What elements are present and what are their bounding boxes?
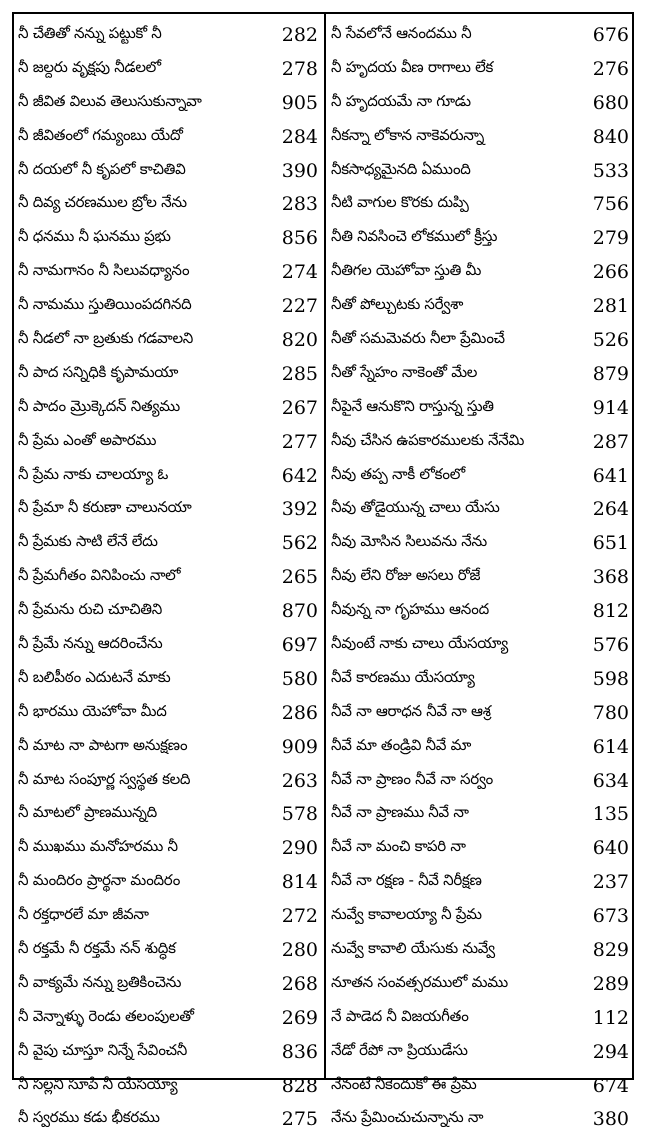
song-title: నీ చేతితో నన్ను పట్టుకో నీ (18, 24, 272, 46)
index-row (331, 797, 629, 831)
song-title: నీ భారము యెహోవా మీద (18, 702, 272, 724)
song-title: నీకన్నా లోకాన నాకెవరున్నా (331, 126, 583, 148)
song-number: 285 (272, 363, 318, 385)
song-number: 278 (272, 58, 318, 80)
index-row (18, 662, 318, 696)
song-number: 840 (583, 126, 629, 148)
song-title: నీతిగల యెహోవా స్తుతి మీ (331, 261, 583, 283)
song-title: నీ ప్రేమా నీ కరుణా చాలునయా (18, 498, 272, 520)
song-title: నీవు చేసిన ఉపకారములకు నేనేమి (331, 431, 583, 453)
index-row (18, 86, 318, 120)
song-number: 287 (583, 431, 629, 453)
song-number: 905 (272, 92, 318, 114)
song-number: 268 (272, 973, 318, 995)
song-number: 856 (272, 227, 318, 249)
song-number: 266 (583, 261, 629, 283)
index-row (18, 967, 318, 1001)
song-number: 283 (272, 193, 318, 215)
song-number: 641 (583, 465, 629, 487)
song-number: 267 (272, 397, 318, 419)
song-title: నీ హృదయమే నా గూడు (331, 92, 583, 114)
index-row (331, 628, 629, 662)
index-row (331, 1035, 629, 1069)
index-row (18, 18, 318, 52)
song-title: నీవున్న నా గృహము ఆనంద (331, 600, 583, 622)
song-number: 673 (583, 905, 629, 927)
index-row (331, 221, 629, 255)
index-row (331, 86, 629, 120)
song-title: నువ్వే కావాలి యేసుకు నువ్వే (331, 939, 583, 961)
song-number: 651 (583, 532, 629, 554)
song-title: నీపైనే ఆనుకొని రాస్తున్న స్తుతి (331, 397, 583, 419)
index-row (18, 154, 318, 188)
song-title: నీ ప్రేమను రుచి చూచితిని (18, 600, 272, 622)
index-row (18, 1103, 318, 1136)
song-title: నీ వైపు చూస్తూ నిన్నే సేవించనీ (18, 1041, 272, 1063)
index-row (18, 289, 318, 323)
index-row (18, 492, 318, 526)
song-number: 914 (583, 397, 629, 419)
song-title: నీ దివ్య చరణముల బ్రోల నేను (18, 193, 272, 215)
index-row (331, 899, 629, 933)
song-title: నీ జల్దరు వృక్షపు నీడలలో (18, 58, 272, 80)
index-row (331, 696, 629, 730)
song-title: నీ ధనము నీ ఘనము ప్రభు (18, 227, 272, 249)
song-title: నీవు తోడైయున్న చాలు యేసు (331, 498, 583, 520)
index-row (18, 391, 318, 425)
song-number: 562 (272, 532, 318, 554)
song-number: 264 (583, 498, 629, 520)
song-number: 269 (272, 1007, 318, 1029)
index-row (331, 425, 629, 459)
song-number: 642 (272, 465, 318, 487)
song-title: నీ జీవితంలో గమ్యంబు యేదో (18, 126, 272, 148)
song-title: నీ నామగానం నీ సిలువధ్యానం (18, 261, 272, 283)
index-row (331, 357, 629, 391)
song-title: నీతి నివసించె లోకములో క్రీస్తు (331, 227, 583, 249)
index-row (18, 425, 318, 459)
song-title: నీ ముఖము మనోహరము నీ (18, 837, 272, 859)
song-number: 814 (272, 871, 318, 893)
song-title: నీటి వాగుల కొరకు దుప్పి (331, 193, 583, 215)
song-title: నీవే నా మంచి కాపరి నా (331, 837, 583, 859)
song-number: 275 (272, 1108, 318, 1130)
song-number: 580 (272, 668, 318, 690)
song-title: నీ నీడలో నా బ్రతుకు గడవాలని (18, 329, 272, 351)
song-number: 380 (583, 1108, 629, 1130)
index-row (18, 52, 318, 86)
index-row (18, 526, 318, 560)
index-row (18, 865, 318, 899)
song-title: నీవు లేని రోజు అసలు రోజే (331, 566, 583, 588)
index-row (18, 120, 318, 154)
song-title: నీ హృదయ వీణ రాగాలు లేక (331, 58, 583, 80)
song-title: నూతన సంవత్సరములో మము (331, 973, 583, 995)
song-number: 836 (272, 1041, 318, 1063)
song-number: 227 (272, 295, 318, 317)
song-title: నీ దయలో నీ కృపలో కాచితివి (18, 160, 272, 182)
song-title: నీవే కారణము యేసయ్యా (331, 668, 583, 690)
song-title: నీవు మోసిన సిలువను నేను (331, 532, 583, 554)
song-number: 576 (583, 634, 629, 656)
index-row (331, 459, 629, 493)
index-row (331, 933, 629, 967)
song-number: 828 (272, 1075, 318, 1097)
song-title: నీతో పోల్చుటకు సర్వేశా (331, 295, 583, 317)
index-row (18, 628, 318, 662)
index-row (331, 831, 629, 865)
index-row (331, 1069, 629, 1103)
index-row (18, 255, 318, 289)
index-row (331, 1001, 629, 1035)
song-number: 879 (583, 363, 629, 385)
song-title: నువ్వే కావాలయ్యా నీ ప్రేమ (331, 905, 583, 927)
index-row (18, 899, 318, 933)
song-title: నీ మాట నా పాటగా అనుక్షణం (18, 736, 272, 758)
song-number: 614 (583, 736, 629, 758)
song-number: 909 (272, 736, 318, 758)
song-number: 780 (583, 702, 629, 724)
song-title: నీవే నా ఆరాధన నీవే నా ఆశ్ర (331, 702, 583, 724)
song-number: 390 (272, 160, 318, 182)
song-title: నీ సేవలోనే ఆనందము నీ (331, 24, 583, 46)
song-number: 870 (272, 600, 318, 622)
song-title: నే పాడెద నీ విజయగీతం (331, 1007, 583, 1029)
index-row (331, 730, 629, 764)
song-number: 820 (272, 329, 318, 351)
index-row (331, 764, 629, 798)
song-number: 265 (272, 566, 318, 588)
song-title: నీ సల్లని సూపే నీ యేసయ్యా (18, 1075, 272, 1097)
index-row (18, 764, 318, 798)
index-row (331, 187, 629, 221)
song-number: 674 (583, 1075, 629, 1097)
index-row (331, 594, 629, 628)
index-row (331, 526, 629, 560)
song-number: 676 (583, 24, 629, 46)
song-title: నీవే నా ప్రాణం నీవే నా సర్వం (331, 770, 583, 792)
song-title: నేను ప్రేమించుచున్నాను నా (331, 1108, 583, 1130)
index-row (18, 933, 318, 967)
song-number: 812 (583, 600, 629, 622)
song-number: 286 (272, 702, 318, 724)
song-title: నీ ప్రేమకు సాటి లేనే లేదు (18, 532, 272, 554)
index-row (18, 831, 318, 865)
song-title: నీవే నా ప్రాణము నీవే నా (331, 803, 583, 825)
left-column (18, 18, 318, 1136)
song-number: 263 (272, 770, 318, 792)
index-row (18, 797, 318, 831)
song-number: 135 (583, 803, 629, 825)
index-row (18, 221, 318, 255)
song-title: నీకసాధ్యమైనది ఏముంది (331, 160, 583, 182)
song-number: 598 (583, 668, 629, 690)
song-title: నీ బలిపీఠం ఎదుటనే మాకు (18, 668, 272, 690)
song-number: 526 (583, 329, 629, 351)
index-row (331, 662, 629, 696)
index-row (18, 560, 318, 594)
song-number: 829 (583, 939, 629, 961)
song-number: 578 (272, 803, 318, 825)
song-title: నీ ప్రేమ ఎంతో అపారము (18, 431, 272, 453)
song-number: 284 (272, 126, 318, 148)
index-row (331, 391, 629, 425)
song-title: నీ జీవిత విలువ తెలుసుకున్నావా (18, 92, 272, 114)
index-row (18, 594, 318, 628)
song-title: నీ ప్రేమే నన్ను ఆదరించేను (18, 634, 272, 656)
song-number: 280 (272, 939, 318, 961)
song-title: నీ పాదం మ్రొక్కెదన్ నిత్యము (18, 397, 272, 419)
song-title: నీ మాట సంపూర్ణ స్వస్థత కలది (18, 770, 272, 792)
index-row (18, 357, 318, 391)
column-divider (324, 12, 326, 1080)
index-row (18, 323, 318, 357)
index-row (331, 289, 629, 323)
song-title: నీ వెన్నాళ్ళు రెండు తలంపులతో (18, 1007, 272, 1029)
index-row (331, 154, 629, 188)
song-title: నేడో రేపో నా ప్రియుడేసు (331, 1041, 583, 1063)
index-row (331, 492, 629, 526)
song-number: 294 (583, 1041, 629, 1063)
song-number: 274 (272, 261, 318, 283)
song-number: 276 (583, 58, 629, 80)
song-number: 392 (272, 498, 318, 520)
index-row (18, 459, 318, 493)
song-number: 277 (272, 431, 318, 453)
index-row (331, 1103, 629, 1136)
song-number: 237 (583, 871, 629, 893)
song-title: నీతో స్నేహం నాకెంతో మేల (331, 363, 583, 385)
song-number: 697 (272, 634, 318, 656)
song-number: 756 (583, 193, 629, 215)
song-title: నీ మందిరం ప్రార్థనా మందిరం (18, 871, 272, 893)
index-row (18, 1001, 318, 1035)
song-title: నీ మాటలో ప్రాణమున్నది (18, 803, 272, 825)
song-title: నీ వాక్యమే నన్ను బ్రతికించెను (18, 973, 272, 995)
song-title: నీ పాద సన్నిధికి కృపామయా (18, 363, 272, 385)
song-number: 290 (272, 837, 318, 859)
song-number: 634 (583, 770, 629, 792)
song-number: 282 (272, 24, 318, 46)
song-title: నీ నామము స్తుతియింపదగినది (18, 295, 272, 317)
song-title: నీతో సమమెవరు నీలా ప్రేమించే (331, 329, 583, 351)
song-number: 281 (583, 295, 629, 317)
index-row (331, 560, 629, 594)
index-row (331, 865, 629, 899)
song-title: నీవు తప్ప నాకీ లోకంలో (331, 465, 583, 487)
right-column (331, 18, 629, 1136)
song-number: 289 (583, 973, 629, 995)
song-title: నేనంటే నీకెందుకో ఈ ప్రేమ (331, 1075, 583, 1097)
index-row (18, 696, 318, 730)
song-title: నీ రక్తధారలే మా జీవనా (18, 905, 272, 927)
index-row (18, 187, 318, 221)
index-row (331, 18, 629, 52)
song-title: నీ ప్రేమ నాకు చాలయ్యా ఓ (18, 465, 272, 487)
song-number: 279 (583, 227, 629, 249)
index-row (18, 730, 318, 764)
song-title: నీవుంటే నాకు చాలు యేసయ్యా (331, 634, 583, 656)
song-title: నీ స్వరము కడు భీకరము (18, 1108, 272, 1130)
index-row (331, 967, 629, 1001)
song-number: 680 (583, 92, 629, 114)
index-row (331, 120, 629, 154)
song-number: 112 (583, 1007, 629, 1029)
song-title: నీ రక్తమే నీ రక్తమే నన్ శుద్ధిక (18, 939, 272, 961)
song-number: 368 (583, 566, 629, 588)
song-title: నీ ప్రేమగీతం వినిపించు నాలో (18, 566, 272, 588)
index-row (18, 1069, 318, 1103)
index-row (331, 52, 629, 86)
index-row (331, 323, 629, 357)
song-number: 272 (272, 905, 318, 927)
index-row (331, 255, 629, 289)
song-title: నీవే నా రక్షణ - నీవే నిరీక్షణ (331, 871, 583, 893)
song-number: 640 (583, 837, 629, 859)
song-number: 533 (583, 160, 629, 182)
index-row (18, 1035, 318, 1069)
song-title: నీవే మా తండ్రివి నీవే మా (331, 736, 583, 758)
